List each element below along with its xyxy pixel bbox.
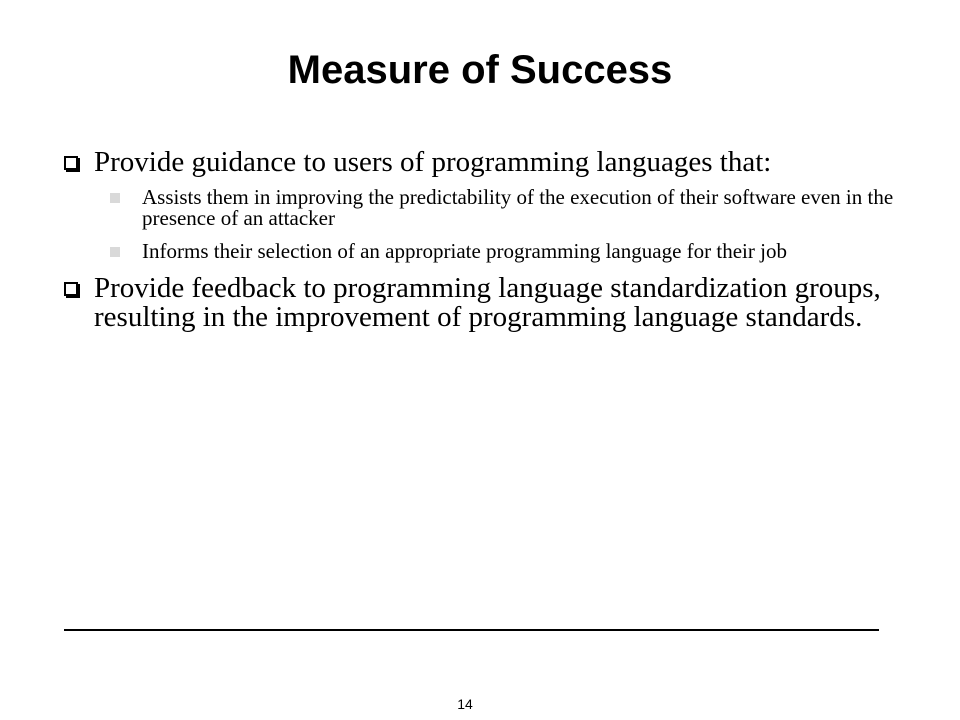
hollow-square-bullet-icon (64, 282, 78, 296)
bullet-text: Provide guidance to users of programming languages that: (94, 146, 772, 178)
hollow-square-bullet-icon (64, 156, 78, 170)
footer-divider (64, 629, 879, 631)
filled-square-bullet-icon (110, 247, 120, 257)
sub-bullet-item (62, 187, 922, 229)
sub-bullet-list (62, 187, 922, 262)
bullet-item (62, 274, 922, 332)
sub-bullet-item (62, 241, 922, 262)
sub-bullet-text: Assists them in improving the predictability of the execution of their software even in the presence of an attacker (142, 185, 894, 230)
page-number: 14 (457, 696, 473, 712)
filled-square-bullet-icon (110, 193, 120, 203)
slide-title: Measure of Success (287, 48, 673, 92)
slide-content (62, 148, 922, 332)
bullet-text: Provide feedback to programming language standardization groups, resulting in the improvement of programming language standards. (94, 272, 881, 333)
bullet-item (62, 148, 922, 177)
sub-bullet-text: Informs their selection of an appropriate programming language for their job (142, 239, 787, 263)
